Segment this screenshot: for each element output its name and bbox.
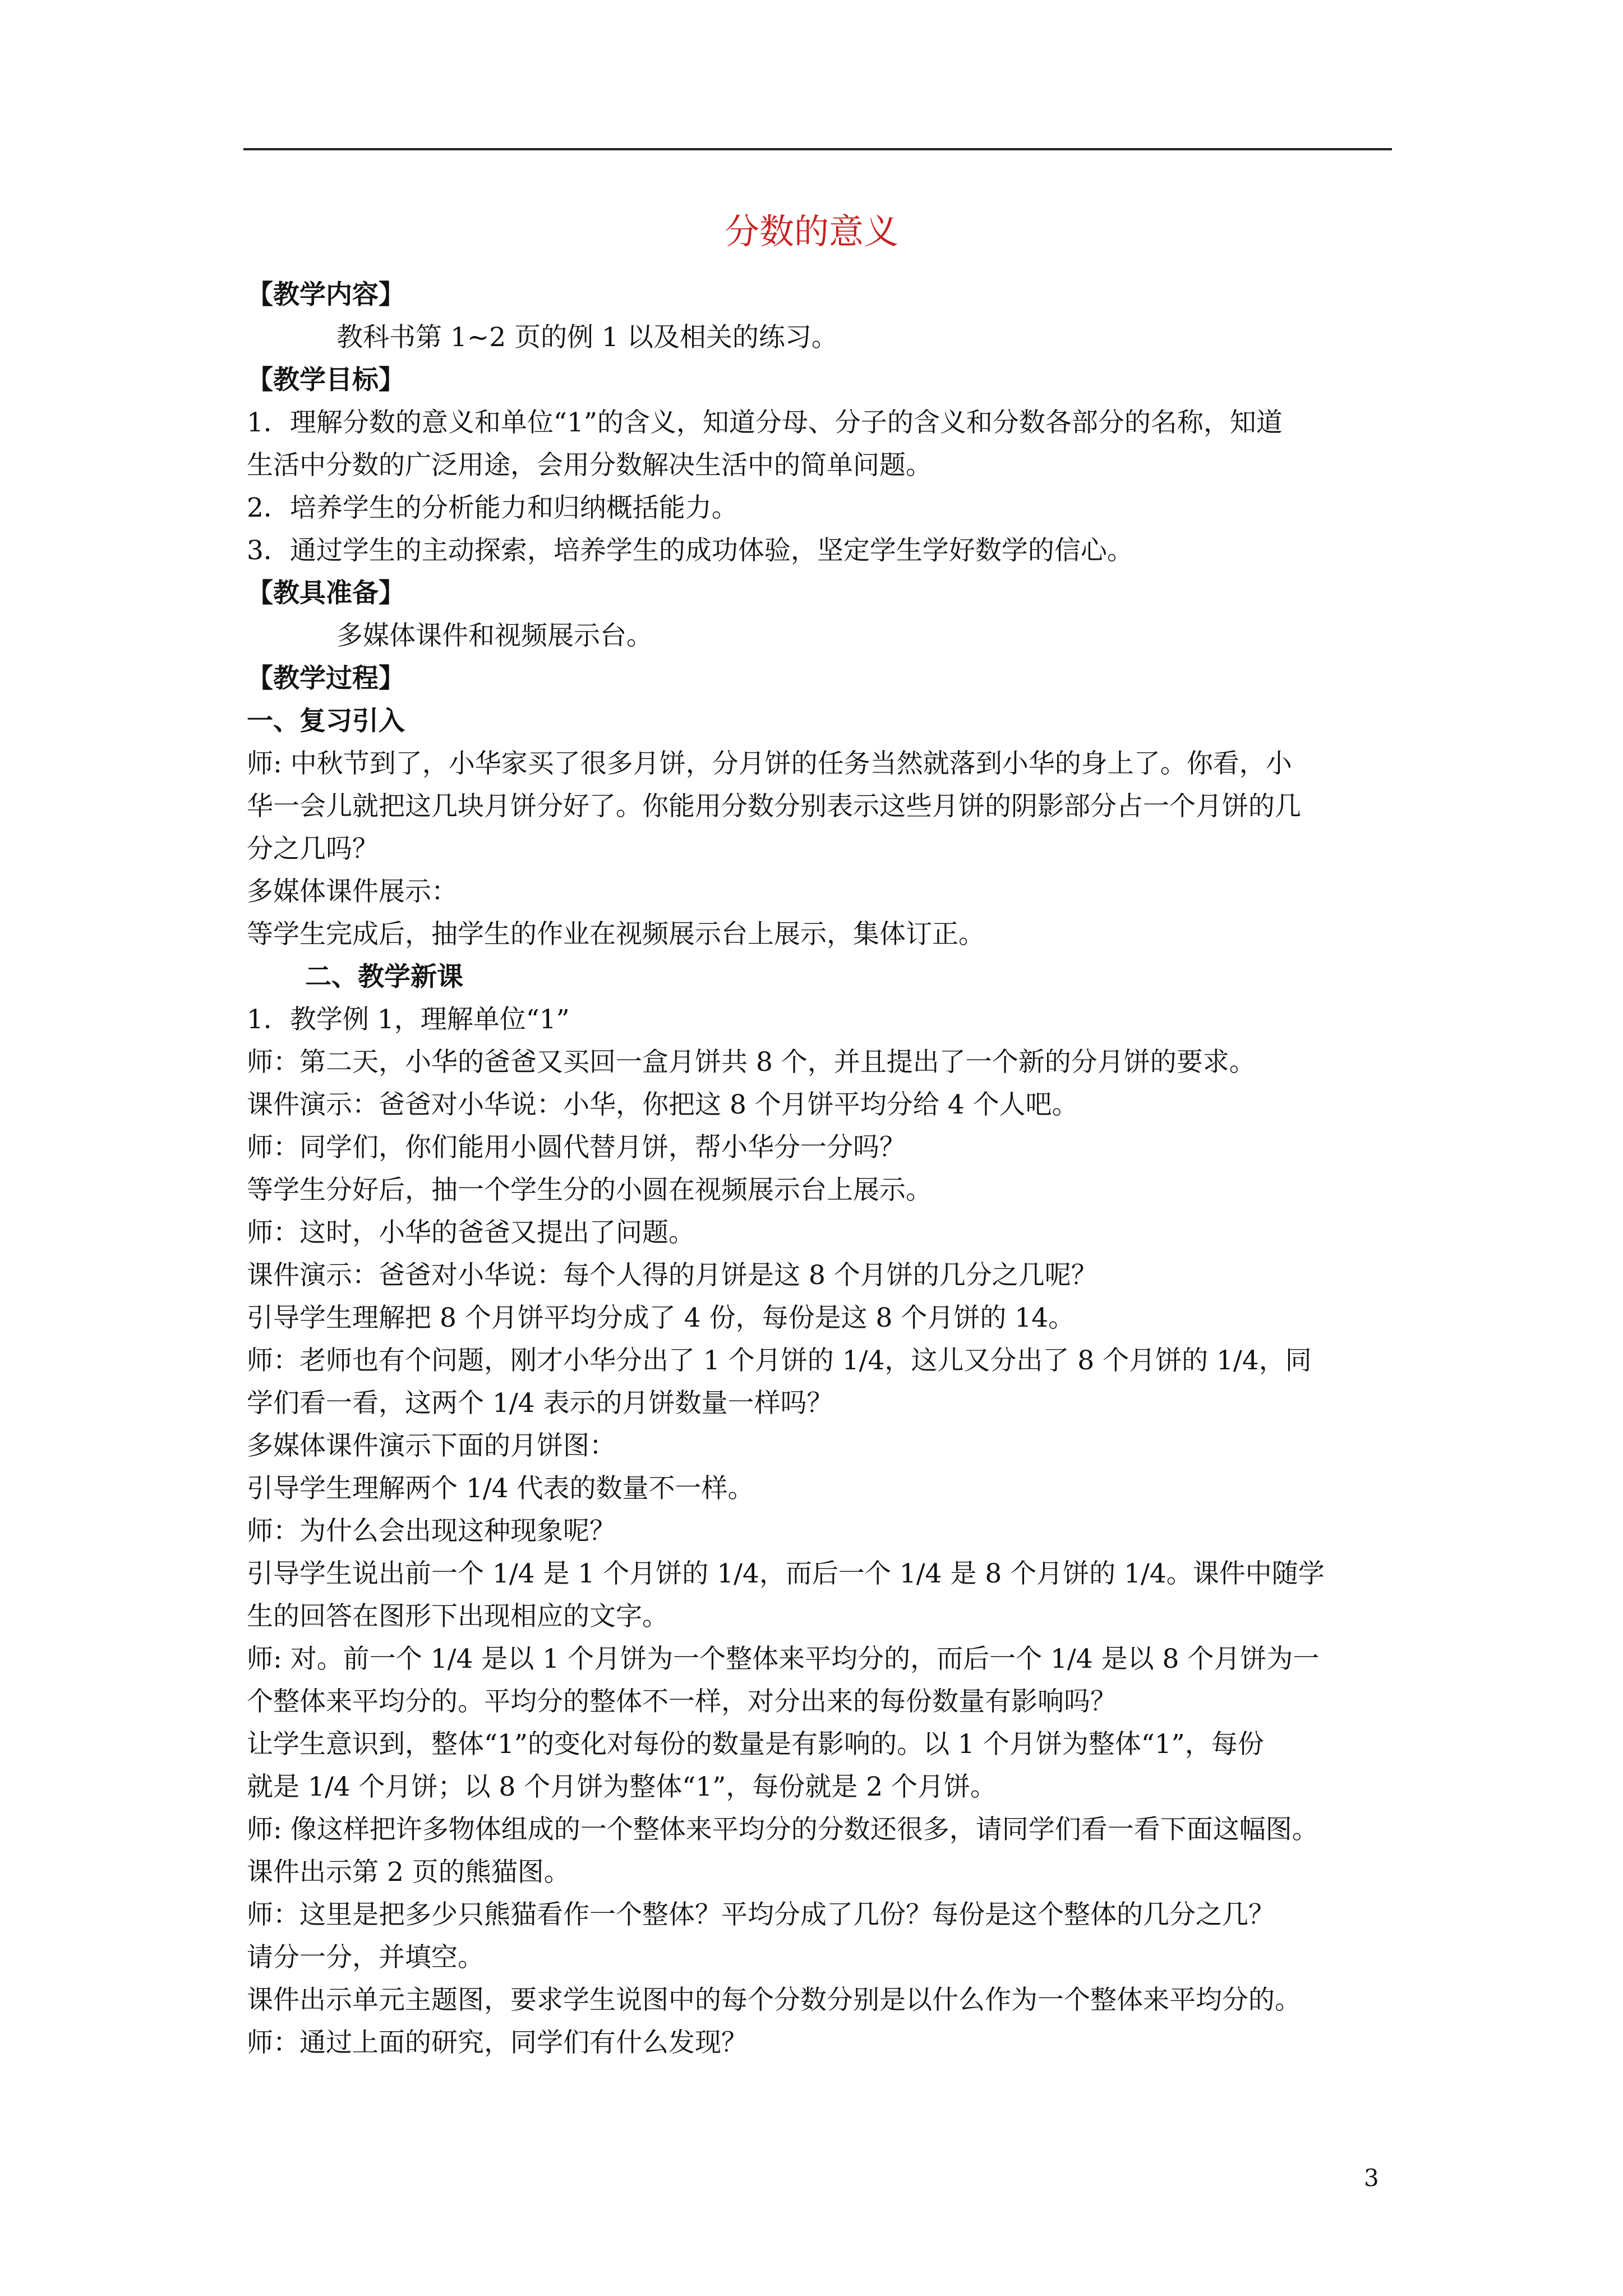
body-line: 3．通过学生的主动探索，培养学生的成功体验，坚定学生学好数学的信心。 [247, 535, 1133, 566]
page-number: 3 [1364, 2164, 1379, 2192]
section-heading-process: 【教学过程】 [247, 663, 405, 694]
body-line: 师: 对。前一个 1/4 是以 1 个月饼为一个整体来平均分的，而后一个 1/4 是以 8 个月饼为一 [247, 1644, 1320, 1674]
body-line: 引导学生理解两个 1/4 代表的数量不一样。 [247, 1473, 754, 1504]
body-line: 就是 1/4 个月饼；以 8 个月饼为整体“1”，每份就是 2 个月饼。 [247, 1772, 997, 1802]
body-line: 让学生意识到，整体“1”的变化对每份的数量是有影响的。以 1 个月饼为整体“1”，每份 [247, 1729, 1264, 1760]
body-line: 师: 中秋节到了，小华家买了很多月饼，分月饼的任务当然就落到小华的身上了。你看，小 [247, 748, 1292, 779]
body-line: 个整体来平均分的。平均分的整体不一样，对分出来的每份数量有影响吗？ [247, 1686, 1117, 1717]
subheading-new-lesson: 二、教学新课 [305, 961, 463, 992]
body-line: 引导学生说出前一个 1/4 是 1 个月饼的 1/4，而后一个 1/4 是 8 个月饼的 1/4。课件中随学 [247, 1558, 1325, 1589]
body-line: 分之几吗？ [247, 834, 379, 864]
body-line: 师：这里是把多少只熊猫看作一个整体？平均分成了几份？每份是这个整体的几分之几？ [247, 1899, 1275, 1930]
body-line: 1．教学例 1，理解单位“1” [247, 1004, 570, 1035]
body-line: 等学生分好后，抽一个学生分的小圆在视频展示台上展示。 [247, 1175, 932, 1205]
body-line: 多媒体课件和视频展示台。 [336, 620, 653, 651]
body-line: 生的回答在图形下出现相应的文字。 [247, 1601, 668, 1632]
body-line: 师：通过上面的研究，同学们有什么发现？ [247, 2027, 748, 2058]
body-line: 教科书第 1~2 页的例 1 以及相关的练习。 [336, 322, 838, 353]
body-line: 2．培养学生的分析能力和归纳概括能力。 [247, 493, 738, 523]
body-line: 多媒体课件展示： [247, 876, 458, 907]
body-line: 师：为什么会出现这种现象呢？ [247, 1516, 616, 1547]
header-rule [243, 148, 1392, 150]
body-line: 华一会儿就把这几块月饼分好了。你能用分数分别表示这些月饼的阴影部分占一个月饼的几 [247, 791, 1301, 822]
body-line: 师: 像这样把许多物体组成的一个整体来平均分的分数还很多，请同学们看一看下面这幅图。 [247, 1814, 1318, 1845]
body-line: 课件出示第 2 页的熊猫图。 [247, 1857, 570, 1888]
body-line: 引导学生理解把 8 个月饼平均分成了 4 份，每份是这 8 个月饼的 14。 [247, 1303, 1075, 1333]
body-line: 等学生完成后，抽学生的作业在视频展示台上展示，集体订正。 [247, 919, 985, 950]
body-line: 课件演示：爸爸对小华说：小华，你把这 8 个月饼平均分给 4 个人吧。 [247, 1089, 1078, 1120]
body-line: 学们看一看，这两个 1/4 表示的月饼数量一样吗？ [247, 1388, 833, 1419]
body-line: 师：第二天，小华的爸爸又买回一盒月饼共 8 个，并且提出了一个新的分月饼的要求。 [247, 1047, 1256, 1078]
body-line: 师：同学们，你们能用小圆代替月饼，帮小华分一分吗？ [247, 1132, 906, 1163]
body-line: 课件演示：爸爸对小华说：每个人得的月饼是这 8 个月饼的几分之几呢？ [247, 1260, 1098, 1291]
body-line: 1．理解分数的意义和单位“1”的含义，知道分母、分子的含义和分数各部分的名称，知道 [247, 407, 1283, 438]
body-line: 请分一分，并填空。 [247, 1942, 484, 1973]
section-heading-objectives: 【教学目标】 [247, 365, 405, 395]
section-heading-materials: 【教具准备】 [247, 578, 405, 609]
body-line: 多媒体课件演示下面的月饼图： [247, 1430, 616, 1461]
body-line: 生活中分数的广泛用途，会用分数解决生活中的简单问题。 [247, 450, 932, 481]
document-title: 分数的意义 [724, 211, 898, 252]
body-line: 课件出示单元主题图，要求学生说图中的每个分数分别是以什么作为一个整体来平均分的。 [247, 1985, 1301, 2016]
subheading-review: 一、复习引入 [247, 706, 405, 737]
section-heading-content: 【教学内容】 [247, 279, 405, 310]
body-line: 师：这时，小华的爸爸又提出了问题。 [247, 1217, 695, 1248]
body-line: 师：老师也有个问题，刚才小华分出了 1 个月饼的 1/4，这儿又分出了 8 个月饼的 1/4，同 [247, 1345, 1312, 1376]
